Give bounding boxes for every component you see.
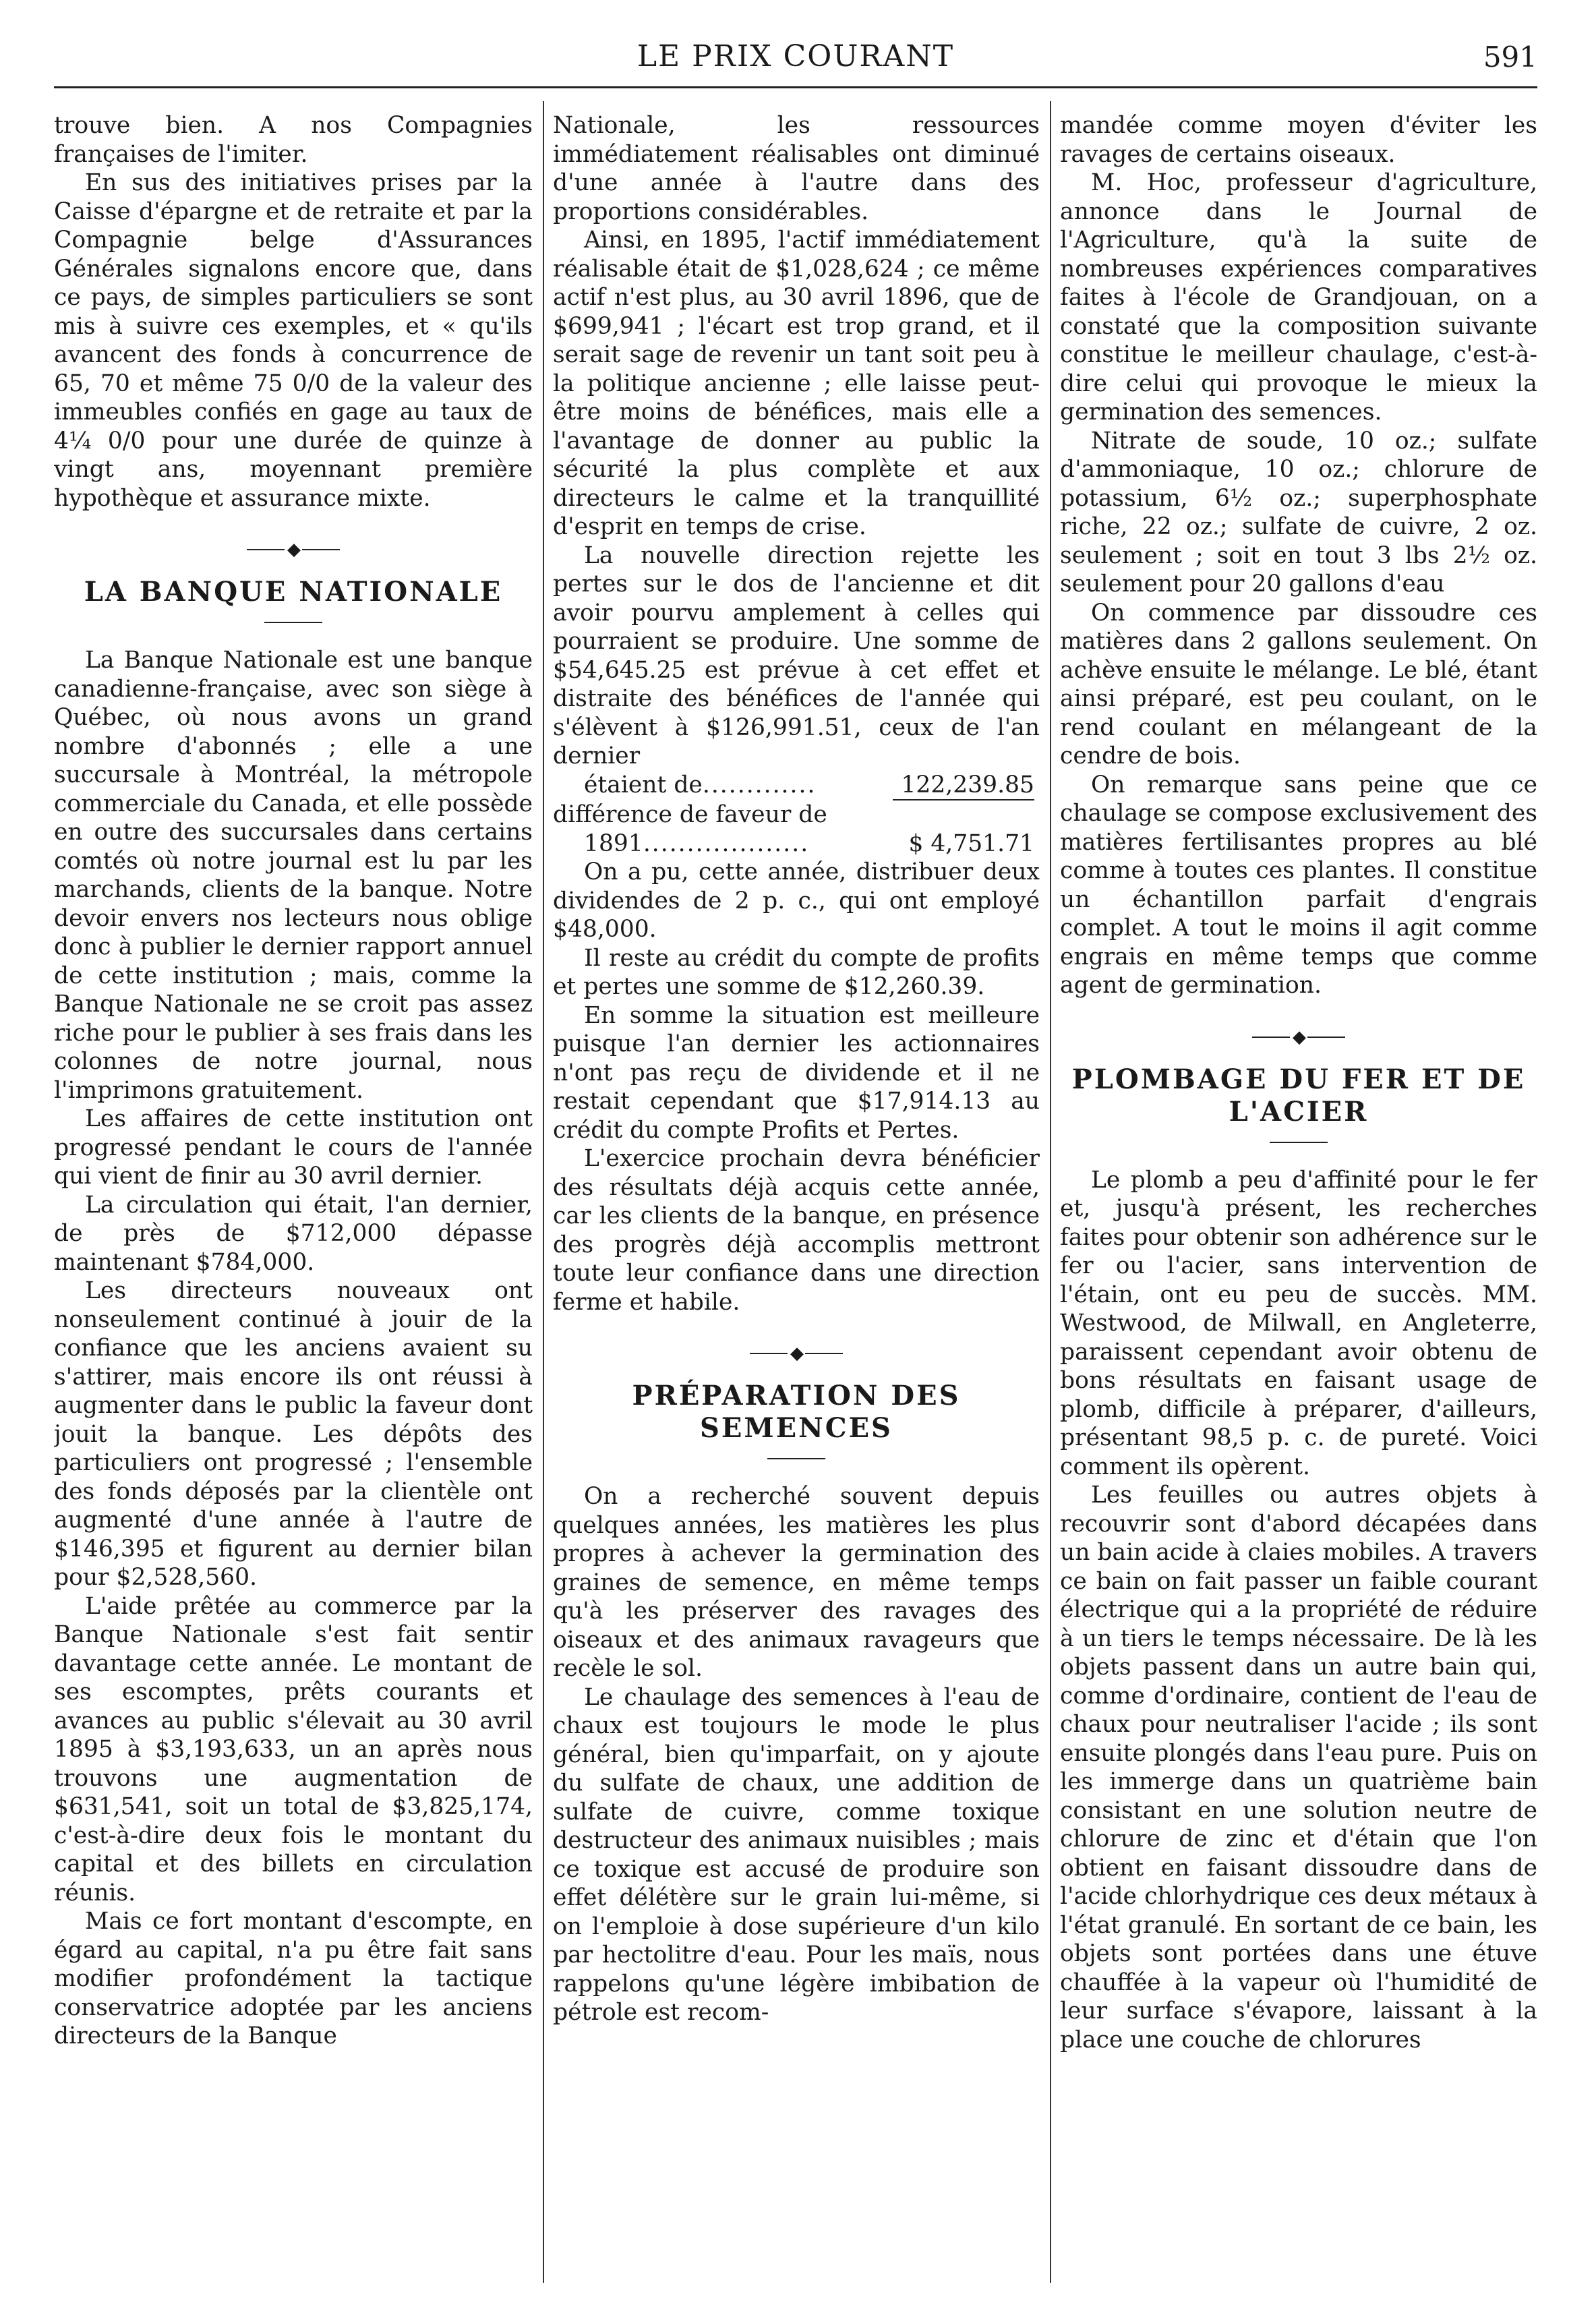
article-paragraph: Le plomb a peu d'affinité pour le fer et, jusqu'à présent, les recherches faites pour obtenir son adhérence sur le fer ou l'acier, sans intervention de l'étain, ont eu peu de succès. MM. Westwood, de Milwall, en Angleterre, paraissent cependant avoir obtenu de bons résultats en faisant usage de plomb, difficile à préparer, d'ailleurs, présentant 98,5 p. c. de pureté. Voici comment ils opèrent. [1060,1166,1537,1480]
article-paragraph: La circulation qui était, l'an dernier, de près de $712,000 dépasse maintenant $784,000. [54,1191,533,1276]
article-paragraph: Nationale, les ressources immédiatement réalisables ont diminué d'une année à l'autre dans des proportions considérables. [553,112,1040,225]
article-paragraph: L'aide prêtée au commerce par la Banque Nationale s'est fait sentir davantage cette année. Le montant de ses escomptes, prêts courants et avances au public s'élevait au 30 avril 1895 à $3,193,633, un an après nous trouvons une augmentation de $631,541, soit un total de $3,825,174, c'est-à-dire deux fois le montant du capital et des billets en circulation réunis. [54,1592,533,1906]
article-paragraph: Les affaires de cette institution ont progressé pendant le cours de l'année qui vient de finir au 30 avril dernier. [54,1105,533,1190]
ledger-amount: $ 4,751.71 [908,829,1034,857]
article-paragraph: La nouvelle direction rejette les pertes sur le dos de l'ancienne et dit avoir pourvu amplement à celles qui pourraient se produire. Une somme de $54,645.25 est prévue à cet effet et distraite des bénéfices de l'année qui s'élèvent à $126,991.51, ceux de l'an dernier [553,542,1040,769]
article-paragraph: Les feuilles ou autres objets à recouvrir sont d'abord décapées dans un bain acide à claies mobiles. A travers ce bain on fait passer un faible courant électrique qui a la propriété de réduire à un tiers le temps nécessaire. De là les objets passent dans un autre bain qui, comme d'ordinaire, contient de l'eau de chaux pour neutraliser l'acide ; ils sont ensuite plongés dans l'eau pure. Puis on les immerge dans un quatrième bain consistant en une solution neutre de chlorure de zinc et d'étain que l'on obtient en faisant dissoudre dans de l'acide chlorhydrique ces deux métaux à l'état granulé. En sortant de ce bain, les objets sont portées dans une étuve chauffée à la vapeur où l'humidité de leur surface s'évapore, laissant à la place une couche de chlorures [1060,1482,1537,2053]
publication-title: LE PRIX COURANT [637,39,955,74]
ledger-row [553,829,1040,858]
article-paragraph: En somme la situation est meilleure puisque l'an dernier les actionnaires n'ont pas reçu de dividende et il ne restait cependant que $17,914.13 au crédit du compte Profits et Pertes. [553,1001,1040,1144]
running-header [54,39,1537,80]
header-rule [54,86,1537,88]
article-paragraph: Nitrate de soude, 10 oz.; sulfate d'ammoniaque, 10 oz.; chlorure de potassium, 6½ oz.; superphosphate riche, 22 oz.; sulfate de cuivre, 2 oz. seulement ; soit en tout 3 lbs 2½ oz. seulement pour 20 gallons d'eau [1060,427,1537,597]
article-paragraph: L'exercice prochain devra bénéficier des résultats déjà acquis cette année, car les clients de la banque, en présence des progrès déjà accomplis mettront toute leur confiance dans une direction ferme et habile. [553,1145,1040,1316]
page-number: 591 [1483,40,1537,74]
ledger-label: étaient de............. [584,771,817,798]
ledger-label: 1891................... [584,829,810,857]
title-rule [264,622,322,623]
article-paragraph: On a recherché souvent depuis quelques années, les matières les plus propres à achever la germination des graines de semence, en même temps qu'à les préserver des ravages des oiseaux et des animaux ravageurs que recèle le sol. [553,1483,1040,1682]
article-paragraph: Il reste au crédit du compte de profits et pertes une somme de $12,260.39. [553,944,1040,1000]
article-paragraph: M. Hoc, professeur d'agriculture, annonce dans le Journal de l'Agriculture, qu'à la suite de nombreuses expériences comparatives faites à l'école de Grandjouan, on a constaté que la composition suivante constitue le meilleur chaulage, c'est-à-dire celui qui provoque le mieux la germination des semences. [1060,169,1537,426]
ledger-amount: 122,239.85 [901,771,1034,798]
ledger-row [553,771,1040,800]
article-paragraph: On commence par dissoudre ces matières dans 2 gallons seulement. On achève ensuite le mélange. Le blé, étant ainsi préparé, est peu coulant, on le rend coulant en mélangeant de la cendre de bois. [1060,599,1537,769]
title-rule [767,1458,825,1459]
article-paragraph: Les directeurs nouveaux ont nonseulement continué à jouir de la confiance que les anciens avaient su s'attirer, mais encore ils ont réussi à augmenter dans le public la faveur dont jouit la banque. Les dépôts des particuliers ont progressé ; l'ensemble des fonds déposés par la clientèle ont augmenté d'une année à l'autre de $146,395 et figurent au dernier bilan pour $2,528,560. [54,1277,533,1591]
article-paragraph: Le chaulage des semences à l'eau de chaux est toujours le mode le plus général, bien qu'imparfait, on y ajoute du sulfate de chaux, une addition de sulfate de cuivre, comme toxique destructeur des animaux nuisibles ; mais ce toxique est accusé de produire son effet délétère sur le grain lui-même, si on l'emploie à dose supérieure d'un kilo par hectolitre d'eau. Pour les maïs, nous rappelons qu'une légère imbibation de pétrole est recom- [553,1683,1040,2026]
section-ornament: ◆ [54,535,533,562]
article-paragraph: Ainsi, en 1895, l'actif immédiatement réalisable était de $1,028,624 ; ce même actif n'est plus, au 30 avril 1896, que de $699,941 ; l'écart est trop grand, et il serait sage de revenir un tant soit peu à la politique ancienne ; elle laisse peut-être moins de bénéfices, mais elle a l'avantage de donner au public la sécurité la plus complète et aux directeurs le calme et la tranquillité d'esprit en temps de crise. [553,227,1040,540]
ledger-label: différence de faveur de [553,801,827,828]
article-paragraph: Mais ce fort montant d'escompte, en égard au capital, n'a pu être fait sans modifier profondément la tactique conservatrice adoptée par les anciens directeurs de la Banque [54,1908,533,2049]
section-title-plombage: PLOMBAGE DU FER ET DE L'ACIER [1071,1063,1526,1128]
section-title-semences: PRÉPARATION DES SEMENCES [632,1380,961,1444]
title-rule [1270,1142,1328,1143]
section-ornament: ◆ [553,1339,1040,1366]
section-ornament: ◆ [1060,1023,1537,1050]
ledger-row [553,800,1040,829]
section-title-banque-nationale: LA BANQUE NATIONALE [84,576,503,608]
article-paragraph: trouve bien. A nos Compagnies françaises de l'imiter. [54,112,533,168]
column-left [54,111,533,2283]
column-divider [1050,101,1051,2283]
article-paragraph: En sus des initiatives prises par la Caisse d'épargne et de retraite et par la Compagnie belge d'Assurances Générales signalons encore que, dans ce pays, de simples particuliers se sont mis à suivre ces exemples, et « qu'ils avancent des fonds à concurrence de 65, 70 et même 75 0/0 de la valeur des immeubles confiés en gage au taux de 4¼ 0/0 pour une durée de quinze à vingt ans, moyennant première hypothèque et assurance mixte. [54,169,533,512]
column-right [1060,111,1537,2283]
column-divider [543,101,544,2283]
article-paragraph: La Banque Nationale est une banque canadienne-française, avec son siège à Québec, où nous avons un grand nombre d'abonnés ; elle a une succursale à Montréal, la métropole commerciale du Canada, et elle possède en outre des succursales dans certains comtés où notre journal est lu par les marchands, clients de la banque. Notre devoir envers nos lecteurs nous oblige donc à publier le dernier rapport annuel de cette institution ; mais, comme la Banque Nationale ne se croit pas assez riche pour le publier à ses frais dans les colonnes de notre journal, nous l'imprimons gratuitement. [54,647,533,1104]
article-paragraph: On a pu, cette année, distribuer deux dividendes de 2 p. c., qui ont employé $48,000. [553,858,1040,943]
profit-ledger [553,771,1040,858]
article-paragraph: On remarque sans peine que ce chaulage se compose exclusivement des matières fertilisantes propres au blé comme à toutes ces plantes. Il constitue un échantillon parfait d'engrais complet. A tout le moins il agit comme engrais en même temps que comme agent de germination. [1060,771,1537,999]
column-middle [553,111,1040,2283]
article-paragraph: mandée comme moyen d'éviter les ravages de certains oiseaux. [1060,112,1537,168]
